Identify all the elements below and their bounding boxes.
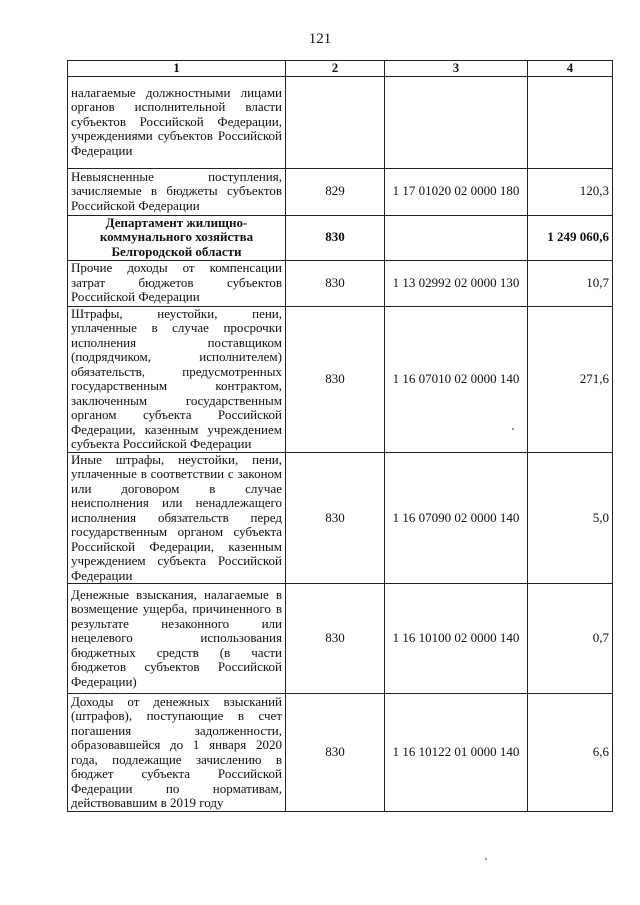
revenue-table	[67, 60, 613, 812]
header-col-1: 1	[68, 61, 286, 77]
page-number: 121	[308, 31, 332, 47]
table-row	[68, 452, 613, 584]
table-row	[68, 260, 613, 306]
cell-revenue-code: 1 16 07010 02 0000 140	[385, 306, 528, 452]
scan-speck	[512, 428, 514, 430]
header-col-3: 3	[385, 61, 528, 77]
cell-revenue-code	[385, 76, 528, 168]
cell-name: Прочие доходы от компенсации затрат бюджетов субъектов Российской Федерации	[68, 260, 286, 306]
cell-amount: 1 249 060,6	[528, 215, 613, 260]
cell-amount: 10,7	[528, 260, 613, 306]
cell-name: Денежные взыскания, налагаемые в возмещение ущерба, причиненного в результате незаконного или нецелевого использования бюджетных средств (в части бюджетов субъектов Российской Федерации)	[68, 584, 286, 694]
table-header-row	[68, 61, 613, 77]
cell-revenue-code: 1 17 01020 02 0000 180	[385, 168, 528, 215]
table-row-department	[68, 215, 613, 260]
cell-revenue-code: 1 13 02992 02 0000 130	[385, 260, 528, 306]
cell-admin-code: 830	[286, 694, 385, 812]
cell-name: Невыясненные поступления, зачисляемые в бюджеты субъектов Российской Федерации	[68, 168, 286, 215]
table-row	[68, 76, 613, 168]
cell-admin-code	[286, 76, 385, 168]
cell-admin-code: 830	[286, 306, 385, 452]
cell-amount: 120,3	[528, 168, 613, 215]
cell-name: Департамент жилищно-коммунального хозяйства Белгородской области	[68, 215, 286, 260]
cell-revenue-code: 1 16 10122 01 0000 140	[385, 694, 528, 812]
cell-name: налагаемые должностными лицами органов исполнительной власти субъектов Российской Федерации, учреждениями субъектов Российской Федерации	[68, 76, 286, 168]
cell-amount: 6,6	[528, 694, 613, 812]
header-col-2: 2	[286, 61, 385, 77]
table-row	[68, 694, 613, 812]
cell-revenue-code	[385, 215, 528, 260]
cell-admin-code: 830	[286, 260, 385, 306]
cell-revenue-code: 1 16 10100 02 0000 140	[385, 584, 528, 694]
cell-name: Доходы от денежных взысканий (штрафов), поступающие в счет погашения задолженности, образовавшейся до 1 января 2020 года, подлежащие зачислению в бюджет субъекта Российской Федерации по нормативам, действовавшим в 2019 году	[68, 694, 286, 812]
table-row	[68, 584, 613, 694]
cell-name: Иные штрафы, неустойки, пени, уплаченные в соответствии с законом или договором в случае неисполнения или ненадлежащего исполнения обязательств перед государственным органом субъекта Российской Федерации, казенным учреждением субъекта Российской Федерации	[68, 452, 286, 584]
cell-admin-code: 830	[286, 584, 385, 694]
cell-amount: 5,0	[528, 452, 613, 584]
table-row	[68, 168, 613, 215]
table-row	[68, 306, 613, 452]
header-col-4: 4	[528, 61, 613, 77]
cell-revenue-code: 1 16 07090 02 0000 140	[385, 452, 528, 584]
scan-speck	[485, 858, 487, 860]
cell-name: Штрафы, неустойки, пени, уплаченные в случае просрочки исполнения поставщиком (подрядчиком, исполнителем) обязательств, предусмотренных государственным контрактом, заключенным государственным органом субъекта Российской Федерации, казенным учреждением субъекта Российской Федерации	[68, 306, 286, 452]
cell-admin-code: 830	[286, 452, 385, 584]
cell-admin-code: 829	[286, 168, 385, 215]
cell-admin-code: 830	[286, 215, 385, 260]
cell-amount: 0,7	[528, 584, 613, 694]
cell-amount	[528, 76, 613, 168]
cell-amount: 271,6	[528, 306, 613, 452]
